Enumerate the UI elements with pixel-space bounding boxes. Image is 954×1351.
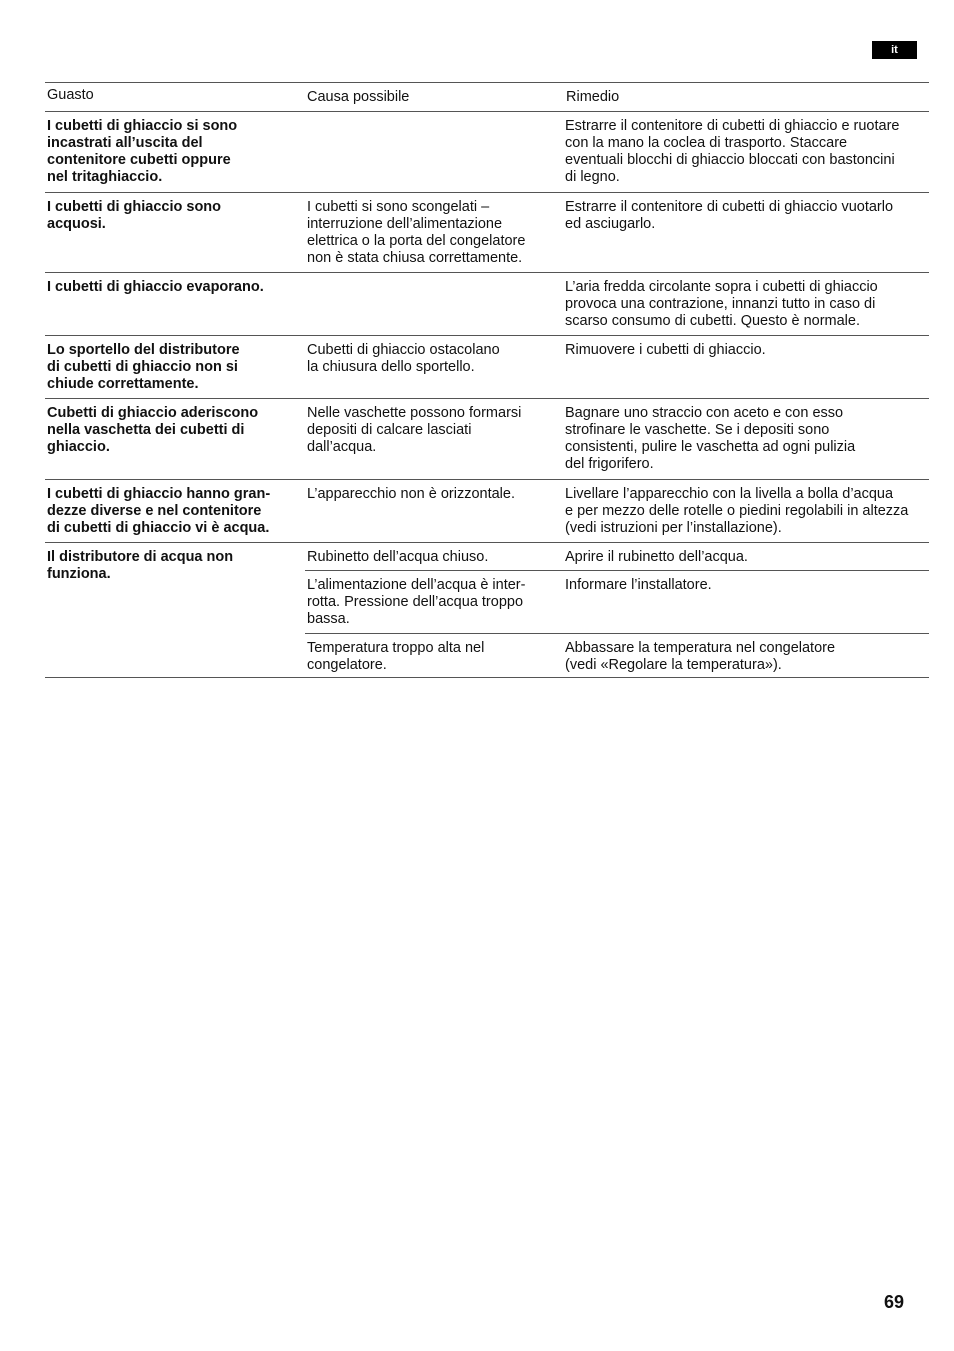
cause-remedy-pair <box>305 193 929 272</box>
table-row <box>45 399 929 480</box>
table-row <box>45 336 929 399</box>
remedy-cell: Informare l’installatore. <box>565 577 712 593</box>
cause-remedy-pair <box>305 633 929 679</box>
table-row <box>45 543 929 678</box>
cause-remedy-pair <box>305 112 929 192</box>
cause-remedy-pair <box>305 570 929 633</box>
cause-cell: I cubetti si sono scongelati – interruzione dell’alimentazione elettrica o la porta del congelatore non è stata chiusa correttamente. <box>307 199 526 266</box>
fault-cell: I cubetti di ghiaccio sono acquosi. <box>47 199 222 232</box>
header-cause: Causa possibile <box>307 89 410 105</box>
remedy-cell: Aprire il rubinetto dell’acqua. <box>565 549 748 565</box>
cause-remedy-pair <box>305 543 929 570</box>
fault-cell: Cubetti di ghiaccio aderiscono nella vaschetta dei cubetti di ghiaccio. <box>47 405 259 455</box>
cause-cell: Cubetti di ghiaccio ostacolano la chiusura dello sportello. <box>307 342 500 375</box>
remedy-cell: Rimuovere i cubetti di ghiaccio. <box>565 342 766 358</box>
table-row <box>45 480 929 543</box>
remedy-cell: Bagnare uno straccio con aceto e con esso strofinare le vaschette. Se i depositi sono consistenti, pulire le vaschetta ad ogni pulizia del frigorifero. <box>565 405 856 472</box>
page-number: 69 <box>884 1292 905 1312</box>
remedy-cell: Abbassare la temperatura nel congelatore (vedi «Regolare la temperatura»). <box>565 640 836 673</box>
cause-cell: Temperatura troppo alta nel congelatore. <box>307 640 485 673</box>
cause-remedy-pair <box>305 273 929 335</box>
cause-cell <box>305 112 557 192</box>
language-tag: it <box>872 41 917 59</box>
remedy-cell: Estrarre il contenitore di cubetti di ghiaccio vuotarlo ed asciugarlo. <box>565 199 894 232</box>
cause-remedy-pair <box>305 399 929 479</box>
fault-cell: I cubetti di ghiaccio si sono incastrati all’uscita del contenitore cubetti oppure nel tritaghiaccio. <box>47 118 238 185</box>
remedy-cell: Livellare l’apparecchio con la livella a bolla d’acqua e per mezzo delle rotelle o piedini regolabili in altezza (vedi istruzioni per l’installazione). <box>565 486 909 536</box>
fault-cell: I cubetti di ghiaccio hanno gran- dezze diverse e nel contenitore di cubetti di ghiaccio vi è acqua. <box>47 486 271 536</box>
troubleshooting-table <box>45 82 929 678</box>
remedy-cell: Estrarre il contenitore di cubetti di ghiaccio e ruotare con la mano la coclea di trasporto. Staccare eventuali blocchi di ghiaccio bloccati con bastoncini di legno. <box>565 118 900 185</box>
cause-remedy-pair <box>305 336 929 398</box>
fault-cell: Lo sportello del distributore di cubetti di ghiaccio non si chiude correttamente. <box>47 342 240 392</box>
fault-cell: Il distributore di acqua non funziona. <box>47 549 234 582</box>
fault-cell: I cubetti di ghiaccio evaporano. <box>47 279 264 295</box>
cause-remedy-pair <box>305 480 929 542</box>
cause-cell: Rubinetto dell’acqua chiuso. <box>307 549 489 565</box>
table-header <box>45 83 929 112</box>
remedy-cell: L’aria fredda circolante sopra i cubetti di ghiaccio provoca una contrazione, innanzi tutto in caso di scarso consumo di cubetti. Questo è normale. <box>565 279 878 329</box>
cause-cell: L’alimentazione dell’acqua è inter- rotta. Pressione dell’acqua troppo bassa. <box>307 577 526 627</box>
cause-cell: L’apparecchio non è orizzontale. <box>307 486 515 502</box>
header-fault: Guasto <box>47 87 94 103</box>
table-row <box>45 273 929 336</box>
cause-cell <box>305 273 557 335</box>
table-row <box>45 112 929 193</box>
header-remedy: Rimedio <box>566 89 620 105</box>
cause-cell: Nelle vaschette possono formarsi depositi di calcare lasciati dall’acqua. <box>307 405 522 455</box>
table-row <box>45 193 929 273</box>
